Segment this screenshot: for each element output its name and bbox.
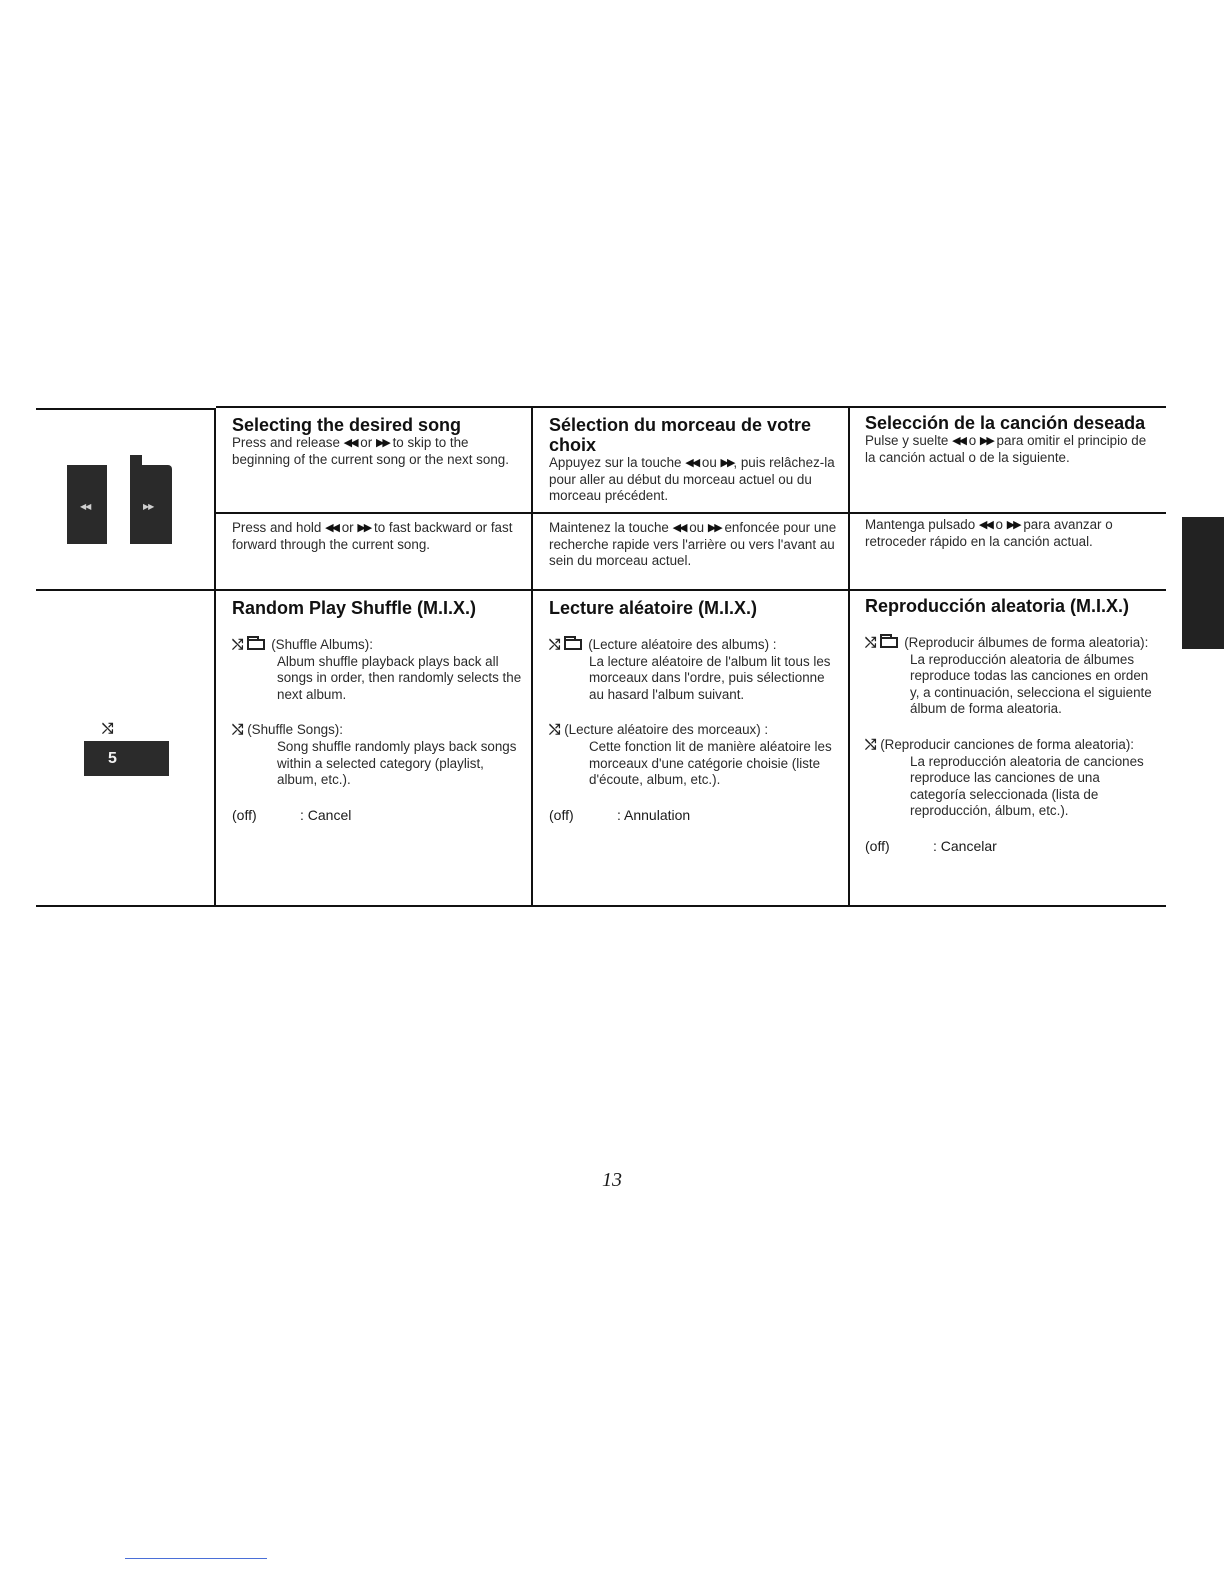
row2-spanish	[865, 596, 1155, 854]
row1-french	[549, 415, 839, 505]
next-icon: ▶▶	[375, 437, 389, 449]
shuffle-icon: ⤭	[232, 636, 244, 652]
col-rule-2	[531, 406, 533, 907]
row-divider-rule	[36, 589, 1166, 591]
row1-french-hold	[549, 520, 839, 570]
instruction-text: Maintenez la touche ◀◀ ou ▶▶ enfoncée pour une recherche rapide vers l'arrière ou vers l'avant au sein du morceau actuel.	[549, 520, 837, 569]
col-rule-1	[214, 408, 216, 907]
page-number: 13	[602, 1169, 622, 1191]
row1-inner-rule	[216, 512, 1166, 514]
folder-icon	[880, 637, 898, 648]
shuffle-songs-desc: Song shuffle randomly plays back songs within a selected category (playlist, album, etc.).	[277, 738, 517, 788]
row1-spanish	[865, 413, 1155, 466]
instruction-text: Press and release ◀◀ or ▶▶ to skip to the beginning of the current song or the next song.	[232, 435, 509, 467]
section-title: Lecture aléatoire (M.I.X.)	[549, 598, 758, 618]
shuffle-songs-desc: La reproducción aleatoria de canciones reproduce las canciones de una categoría seleccionada (lista de reproducción, álbum, etc.).	[910, 753, 1144, 819]
prev-icon: ◀◀	[343, 437, 357, 449]
prev-icon: ◀◀	[978, 519, 992, 531]
shuffle-songs-item: ⤭ (Lecture aléatoire des morceaux) :	[549, 721, 769, 738]
prev-icon: ◀◀	[325, 522, 338, 534]
off-option: (off) : Annulation	[549, 806, 691, 823]
row1-spanish-hold	[865, 517, 1155, 550]
section-title: Selección de la canción deseada	[865, 413, 1146, 433]
next-icon: ▶▶	[979, 435, 993, 447]
section-title: Reproducción aleatoria (M.I.X.)	[865, 596, 1130, 616]
prev-icon: ◀◀	[80, 502, 91, 511]
row1-english-hold	[232, 520, 522, 553]
shuffle-icon: ⤭	[865, 634, 877, 650]
instruction-text: Appuyez sur la touche ◀◀ ou ▶▶, puis relâchez-la pour aller au début du morceau actuel ou du morceau précédent.	[549, 455, 835, 504]
off-option: (off) : Cancelar	[865, 837, 997, 854]
shuffle-icon: ⤭	[549, 636, 561, 652]
next-icon: ▶▶	[707, 522, 721, 534]
shuffle-icon: ⤭	[549, 721, 561, 738]
next-button-edge	[130, 455, 142, 467]
instruction-text: Pulse y suelte ◀◀ o ▶▶ para omitir el principio de la canción actual o de la siguiente.	[865, 433, 1147, 465]
shuffle-albums-item: ⤭ (Lecture aléatoire des albums) :	[549, 636, 777, 652]
shuffle-albums-desc: Album shuffle playback plays back all songs in order, then randomly selects the next album.	[277, 653, 522, 702]
shuffle-songs-item: ⤭ (Shuffle Songs):	[232, 721, 343, 738]
off-option: (off) : Cancel	[232, 806, 352, 823]
section-tab-marker	[1182, 517, 1224, 649]
footer-link-underline[interactable]	[125, 1558, 267, 1559]
section-title: Sélection du morceau de votre choix	[549, 415, 812, 455]
shuffle-albums-item: ⤭ (Shuffle Albums):	[232, 636, 373, 652]
row2-english	[232, 598, 522, 823]
shuffle-icon: ⤭	[865, 735, 877, 752]
next-icon: ▶▶	[143, 502, 154, 511]
folder-icon	[564, 639, 582, 650]
prev-icon: ◀◀	[685, 457, 699, 469]
prev-icon: ◀◀	[952, 435, 966, 447]
col-rule-3	[848, 406, 850, 907]
shuffle-songs-item: ⤭ (Reproducir canciones de forma aleatoria):	[865, 735, 1135, 752]
folder-icon	[247, 639, 265, 650]
instruction-text: Press and hold ◀◀ or ▶▶ to fast backward or fast forward through the current song.	[232, 520, 513, 552]
row2-french	[549, 598, 839, 823]
shuffle-icon: ⤭	[102, 720, 114, 736]
shuffle-albums-item: ⤭ (Reproducir álbumes de forma aleatoria):	[865, 634, 1149, 650]
next-icon: ▶▶	[357, 522, 371, 534]
section-title: Selecting the desired song	[232, 415, 462, 435]
instruction-text: Mantenga pulsado ◀◀ o ▶▶ para avanzar o retroceder rápido en la canción actual.	[865, 517, 1113, 549]
table-top-rule	[36, 408, 216, 410]
next-icon: ▶▶	[720, 457, 734, 469]
shuffle-albums-desc: La lecture aléatoire de l'album lit tous les morceaux dans l'ordre, puis sélectionne au hasard l'album suivant.	[589, 653, 831, 702]
row1-english	[232, 415, 522, 468]
section-title: Random Play Shuffle (M.I.X.)	[232, 598, 477, 618]
shuffle-songs-desc: Cette fonction lit de manière aléatoire les morceaux d'une catégorie choisie (liste d'écoute, album, etc.).	[589, 738, 832, 788]
shuffle-icon: ⤭	[232, 721, 244, 738]
table-top-rule-right	[216, 406, 1166, 408]
prev-icon: ◀◀	[672, 522, 686, 534]
table-bottom-rule	[36, 905, 1166, 907]
shuffle-albums-desc: La reproducción aleatoria de álbumes reproduce todas las canciones en orden y, a continuación, selecciona el siguiente álbum de forma aleatoria.	[910, 651, 1152, 717]
next-icon: ▶▶	[1006, 519, 1020, 531]
preset-button-5: 5	[84, 741, 169, 776]
